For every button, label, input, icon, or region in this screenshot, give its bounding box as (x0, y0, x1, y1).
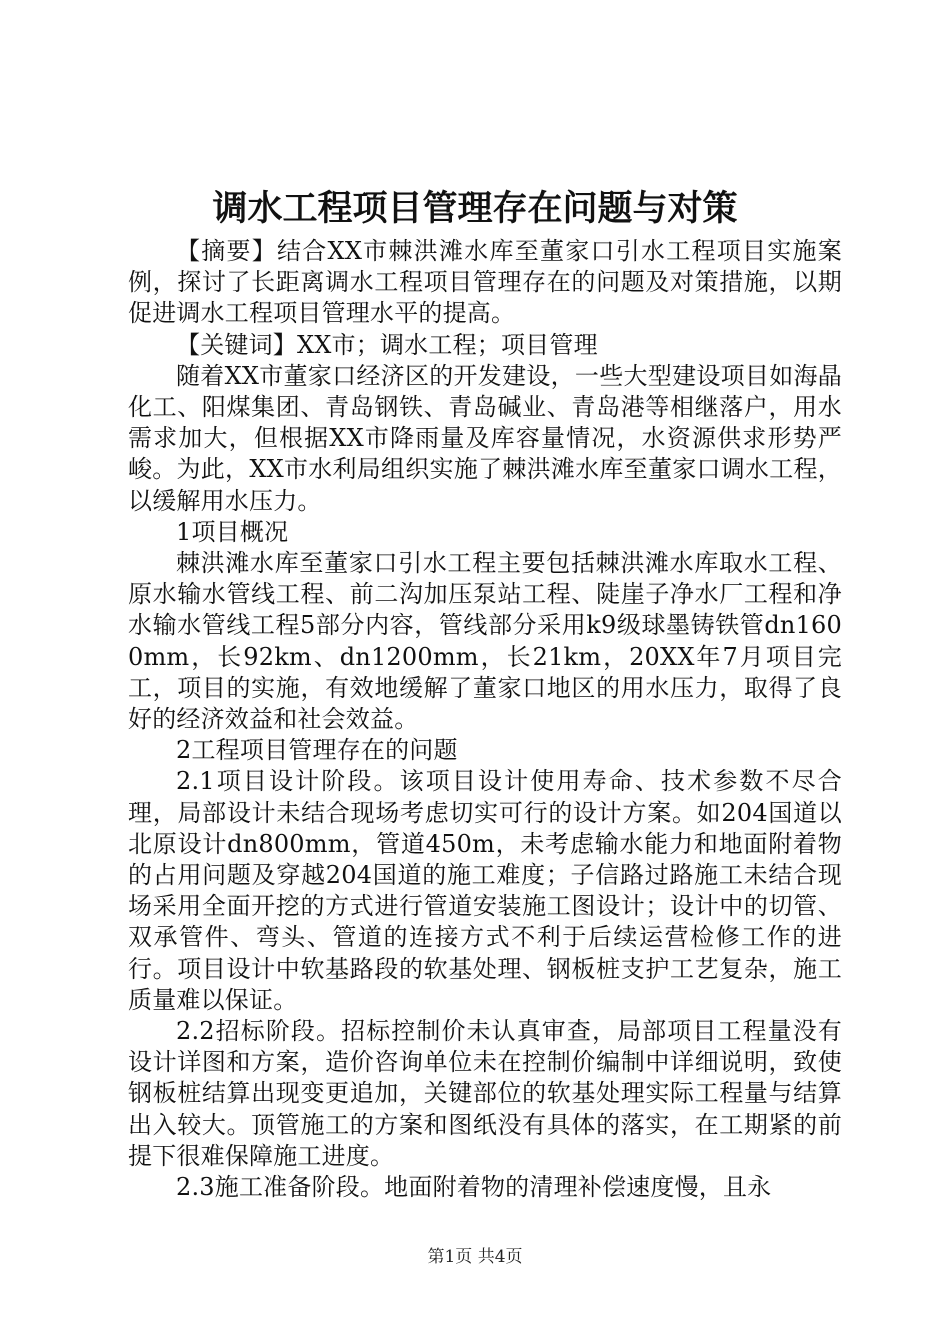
design-stage-paragraph: 2.1项目设计阶段。该项目设计使用寿命、技术参数不尽合理，局部设计未结合现场考虑切实可行的设计方案。如204国道以北原设计dn800mm，管道450m，未考虑输水能力和地面附着物的占用问题及穿越204国道的施工难度；子信路过路施工未结合现场采用全面开挖的方式进行管道安装施工图设计；设计中的切管、双承管件、弯头、管道的连接方式不利于后续运营检修工作的进行。项目设计中软基路段的软基处理、钢板桩支护工艺复杂，施工质量难以保证。 (128, 767, 842, 1014)
section-heading-1: 1项目概况 (176, 517, 289, 546)
overview-paragraph: 棘洪滩水库至董家口引水工程主要包括棘洪滩水库取水工程、原水输水管线工程、前二沟加压泵站工程、陡崖子净水厂工程和净水输水管线工程5部分内容，管线部分采用k9级球墨铸铁管dn1600mm，长92km、dn1200mm，长21km，20XX年7月项目完工，项目的实施，有效地缓解了董家口地区的用水压力，取得了良好的经济效益和社会效益。 (128, 549, 842, 734)
keywords-paragraph: 【关键词】XX市；调水工程；项目管理 (176, 330, 598, 359)
preparation-stage-paragraph: 2.3施工准备阶段。地面附着物的清理补偿速度慢，且永 (176, 1173, 772, 1202)
bidding-stage-paragraph: 2.2招标阶段。招标控制价未认真审查，局部项目工程量没有设计详图和方案，造价咨询单位未在控制价编制中详细说明，致使钢板桩结算出现变更追加，关键部位的软基处理实际工程量与结算出入较大。顶管施工的方案和图纸没有具体的落实，在工期紧的前提下很难保障施工进度。 (128, 1017, 842, 1170)
document-body (128, 236, 842, 1203)
intro-paragraph: 随着XX市董家口经济区的开发建设，一些大型建设项目如海晶化工、阳煤集团、青岛钢铁、青岛碱业、青岛港等相继落户，用水需求加大，但根据XX市降雨量及库容量情况，水资源供求形势严峻。为此，XX市水利局组织实施了棘洪滩水库至董家口调水工程，以缓解用水压力。 (128, 361, 842, 515)
page-title: 调水工程项目管理存在问题与对策 (212, 188, 738, 229)
abstract-paragraph: 【摘要】结合XX市棘洪滩水库至董家口引水工程项目实施案例，探讨了长距离调水工程项目管理存在的问题及对策措施，以期促进调水工程项目管理水平的提高。 (128, 237, 842, 328)
page-number-footer: 第1页 共4页 (427, 1247, 523, 1267)
section-heading-2: 2工程项目管理存在的问题 (176, 736, 458, 765)
